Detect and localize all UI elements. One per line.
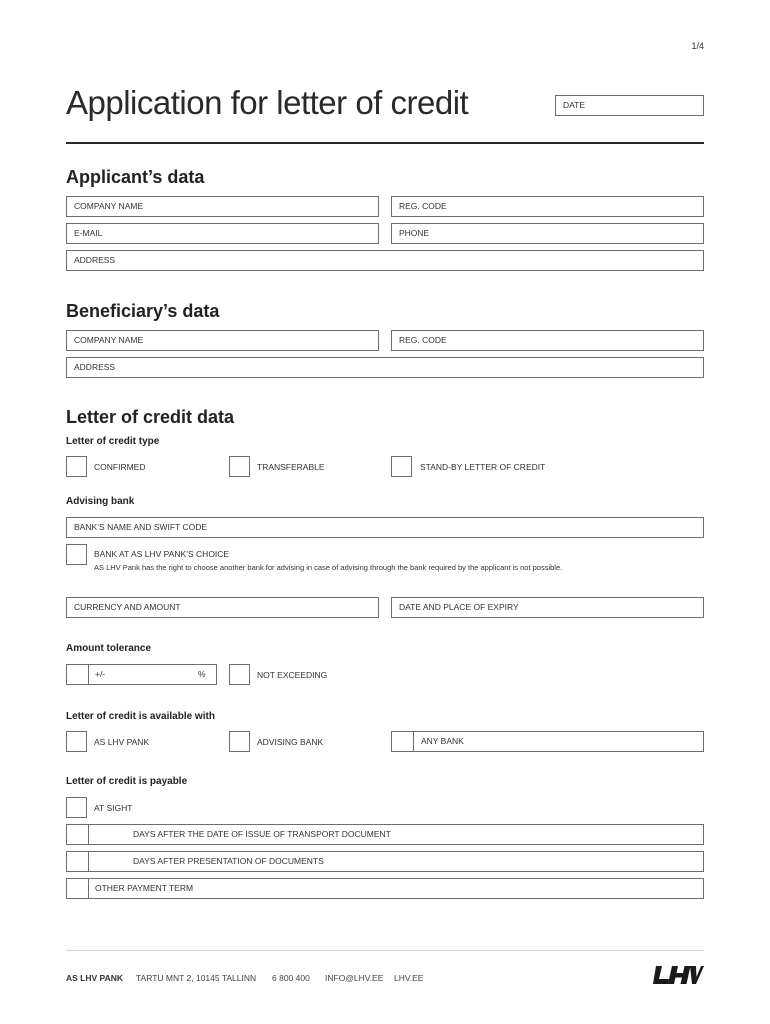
- date-place-expiry-field[interactable]: [391, 597, 704, 618]
- advising-bank-heading: Advising bank: [66, 496, 135, 507]
- applicant-heading: Applicant’s data: [66, 167, 205, 187]
- footer-divider: [66, 950, 704, 951]
- standby-label: STAND-BY LETTER OF CREDIT: [420, 462, 546, 472]
- any-bank-label: ANY BANK: [421, 736, 464, 746]
- beneficiary-reg-code-field[interactable]: [391, 330, 704, 351]
- field-divider: [88, 852, 89, 871]
- lc-type-heading: Letter of credit type: [66, 436, 160, 447]
- bank-name-swift-field[interactable]: [66, 517, 704, 538]
- applicant-address-field[interactable]: [66, 250, 704, 271]
- any-bank-field[interactable]: [391, 731, 704, 752]
- beneficiary-heading: Beneficiary’s data: [66, 301, 220, 321]
- lhv-logo-icon: [652, 965, 704, 985]
- at-sight-label: AT SIGHT: [94, 803, 133, 813]
- not-exceeding-label: NOT EXCEEDING: [257, 670, 328, 680]
- applicant-reg-code-field[interactable]: [391, 196, 704, 217]
- footer-address: TARTU MNT 2, 10145 TALLINN: [136, 973, 257, 983]
- applicant-phone-field[interactable]: [391, 223, 704, 244]
- currency-amount-field[interactable]: [66, 597, 379, 618]
- applicant-email-field[interactable]: [66, 223, 379, 244]
- other-payment-term-label: OTHER PAYMENT TERM: [95, 883, 194, 893]
- field-label: BANK’S NAME AND SWIFT CODE: [74, 522, 208, 532]
- date-label: DATE: [563, 100, 586, 110]
- footer-website[interactable]: LHV.EE: [394, 973, 424, 983]
- days-after-presentation-field[interactable]: [66, 851, 704, 872]
- field-label: CURRENCY AND AMOUNT: [74, 602, 181, 612]
- field-divider: [413, 732, 414, 751]
- page-number: 1/4: [691, 41, 704, 51]
- field-label: PHONE: [399, 228, 430, 238]
- footer-email[interactable]: INFO@LHV.EE: [325, 973, 384, 983]
- advising-bank-label: ADVISING BANK: [257, 737, 324, 747]
- advising-bank-checkbox[interactable]: [229, 731, 250, 752]
- letter-of-credit-heading: Letter of credit data: [66, 407, 235, 427]
- as-lhv-pank-label: AS LHV PANK: [94, 737, 150, 747]
- available-with-heading: Letter of credit is available with: [66, 711, 215, 722]
- standby-checkbox[interactable]: [391, 456, 412, 477]
- beneficiary-address-field[interactable]: [66, 357, 704, 378]
- tolerance-plus-minus-label: +/-: [95, 669, 106, 679]
- transferable-label: TRANSFERABLE: [257, 462, 325, 472]
- amount-tolerance-heading: Amount tolerance: [66, 643, 152, 654]
- field-divider: [88, 879, 89, 898]
- title-divider: [66, 142, 704, 144]
- field-divider: [88, 825, 89, 844]
- field-label: REG. CODE: [399, 335, 447, 345]
- field-label: ADDRESS: [74, 362, 116, 372]
- field-label: DATE AND PLACE OF EXPIRY: [399, 602, 519, 612]
- days-after-presentation-label: DAYS AFTER PRESENTATION OF DOCUMENTS: [133, 856, 324, 866]
- confirmed-label: CONFIRMED: [94, 462, 146, 472]
- days-after-transport-field[interactable]: [66, 824, 704, 845]
- page-title: Application for letter of credit: [66, 84, 469, 121]
- field-label: COMPANY NAME: [74, 335, 144, 345]
- not-exceeding-checkbox[interactable]: [229, 664, 250, 685]
- confirmed-checkbox[interactable]: [66, 456, 87, 477]
- field-divider: [88, 665, 89, 684]
- beneficiary-company-name-field[interactable]: [66, 330, 379, 351]
- footer-phone: 6 800 400: [272, 973, 310, 983]
- transferable-checkbox[interactable]: [229, 456, 250, 477]
- tolerance-field[interactable]: [66, 664, 217, 685]
- bank-choice-note: AS LHV Pank has the right to choose another bank for advising in case of advising through the bank required by the applicant is not possible.: [94, 563, 563, 572]
- days-after-transport-label: DAYS AFTER THE DATE OF ISSUE OF TRANSPORT DOCUMENT: [133, 829, 391, 839]
- at-sight-checkbox[interactable]: [66, 797, 87, 818]
- as-lhv-pank-checkbox[interactable]: [66, 731, 87, 752]
- applicant-company-name-field[interactable]: [66, 196, 379, 217]
- tolerance-percent-label: %: [198, 669, 206, 679]
- payable-heading: Letter of credit is payable: [66, 776, 188, 787]
- field-label: COMPANY NAME: [74, 201, 144, 211]
- field-label: ADDRESS: [74, 255, 116, 265]
- date-field[interactable]: [555, 95, 704, 116]
- field-label: REG. CODE: [399, 201, 447, 211]
- field-label: E-MAIL: [74, 228, 103, 238]
- footer-company: AS LHV PANK: [66, 973, 123, 983]
- bank-choice-checkbox[interactable]: [66, 544, 87, 565]
- bank-choice-label: BANK AT AS LHV PANK’S CHOICE: [94, 549, 230, 559]
- other-payment-term-field[interactable]: [66, 878, 704, 899]
